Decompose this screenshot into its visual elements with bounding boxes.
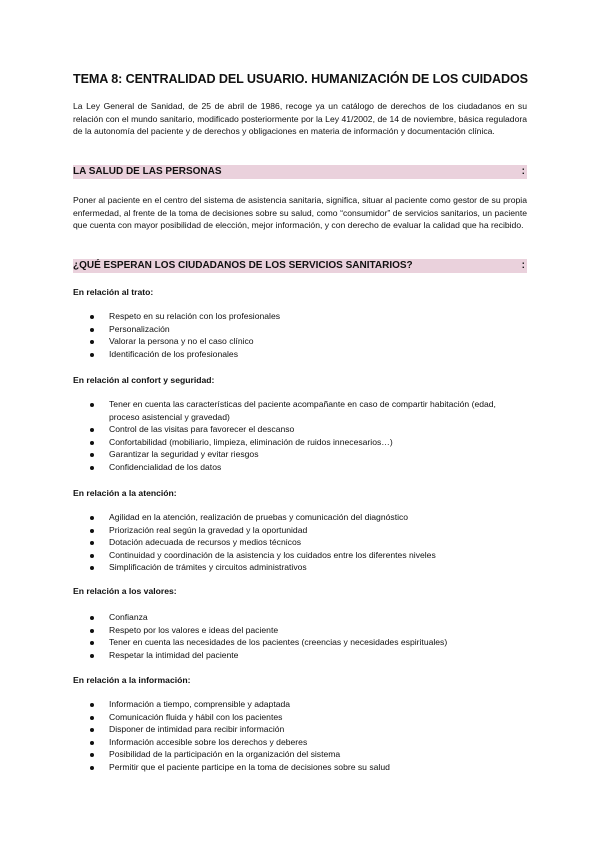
bullet-icon (90, 716, 94, 720)
list-item-text: Respetar la intimidad del paciente (109, 649, 239, 660)
bullet-icon (90, 340, 94, 344)
list-item (73, 423, 527, 436)
list-item (73, 536, 527, 549)
bullet-list (73, 511, 527, 574)
list-item-text: Respeto en su relación con los profesionales (109, 311, 281, 321)
bullet-list (73, 310, 527, 360)
section-banner-salud (73, 165, 527, 179)
page-title: TEMA 8: CENTRALIDAD DEL USUARIO. HUMANIZACIÓN DE LOS CUIDADOS (73, 72, 528, 86)
bullet-icon (90, 654, 94, 658)
banner-label: LA SALUD DE LAS PERSONAS (73, 166, 222, 177)
list-item (73, 348, 527, 361)
list-item (73, 723, 527, 736)
bullet-icon (90, 753, 94, 757)
list-item (73, 335, 527, 348)
list-item-text: Comunicación fluida y hábil con los pacientes (109, 711, 283, 722)
list-item (73, 436, 527, 449)
subsection-heading: En relación a los valores: (73, 586, 177, 596)
list-item-text: Tener en cuenta las características del paciente acompañante en caso de compartir habitación (edad, proceso asistencial y gravedad) (109, 399, 496, 422)
list-item-text: Confortabilidad (mobiliario, limpieza, eliminación de ruidos innecesarios…) (109, 436, 393, 447)
list-item-text: Dotación adecuada de recursos y medios técnicos (109, 537, 302, 548)
list-item (73, 711, 527, 724)
bullet-list (73, 611, 527, 661)
list-item (73, 461, 527, 474)
list-item (73, 748, 527, 761)
bullet-icon (90, 629, 94, 633)
bullet-icon (90, 315, 94, 319)
list-item-text: Valorar la persona y no el caso clínico (109, 336, 254, 347)
salud-paragraph: Poner al paciente en el centro del sistema de asistencia sanitaria, significa, situar al paciente como gestor de su propia enfermedad, al frente de la toma de decisiones sobre su salud, como “consumidor” de servicios sanitarios, un paciente que cuenta con mayor posibilidad de elección, mejor información, y con derecho de evaluar la calidad que ha recibido. (73, 195, 527, 230)
section-banner-expectativas (73, 259, 527, 273)
list-item-text: Agilidad en la atención, realización de pruebas y comunicación del diagnóstico (109, 512, 409, 522)
subsection-heading: En relación al confort y seguridad: (73, 375, 215, 385)
list-item-text: Garantizar la seguridad y evitar riesgos (109, 449, 259, 460)
bullet-icon (90, 453, 94, 457)
bullet-icon (90, 616, 94, 620)
list-item-text: Confianza (109, 612, 148, 622)
banner-suffix: : (521, 166, 525, 177)
bullet-icon (90, 441, 94, 445)
list-item-text: Disponer de intimidad para recibir información (109, 724, 285, 735)
bullet-icon (90, 566, 94, 570)
list-item-text: Información accesible sobre los derechos y deberes (109, 736, 308, 747)
list-item (73, 398, 527, 423)
bullet-icon (90, 766, 94, 770)
list-item (73, 524, 527, 537)
list-item (73, 549, 527, 562)
subsection-heading: En relación al trato: (73, 287, 154, 297)
bullet-icon (90, 428, 94, 432)
list-item-text: Tener en cuenta las necesidades de los pacientes (creencias y necesidades espirituales) (109, 637, 448, 648)
intro-paragraph: La Ley General de Sanidad, de 25 de abril de 1986, recoge ya un catálogo de derechos de los ciudadanos en su relación con el mundo sanitario, modificado posteriormente por la Ley 41/2002, de 14 de noviembre, básica reguladora de la autonomía del paciente y de derechos y obligaciones en materia de información y documentación clínica. (73, 101, 527, 136)
list-item-text: Priorización real según la gravedad y la oportunidad (109, 524, 308, 535)
subsection-heading: En relación a la atención: (73, 488, 177, 498)
list-item-text: Confidencialidad de los datos (109, 461, 222, 472)
list-item (73, 310, 527, 323)
list-item (73, 624, 527, 637)
banner-label: ¿QUÉ ESPERAN LOS CIUDADANOS DE LOS SERVICIOS SANITARIOS? (73, 260, 413, 271)
list-item-text: Permitir que el paciente participe en la toma de decisiones sobre su salud (109, 761, 390, 772)
list-item (73, 561, 527, 574)
banner-suffix: : (521, 260, 525, 271)
bullet-list (73, 698, 527, 774)
list-item (73, 698, 527, 711)
bullet-icon (90, 641, 94, 645)
bullet-icon (90, 466, 94, 470)
list-item (73, 611, 527, 624)
list-item (73, 736, 527, 749)
bullet-icon (90, 703, 94, 707)
bullet-icon (90, 728, 94, 732)
bullet-icon (90, 741, 94, 745)
list-item (73, 761, 527, 774)
subsection-heading: En relación a la información: (73, 675, 191, 685)
list-item (73, 323, 527, 336)
list-item (73, 636, 527, 649)
list-item (73, 649, 527, 662)
bullet-icon (90, 328, 94, 332)
bullet-icon (90, 403, 94, 407)
bullet-icon (90, 554, 94, 558)
list-item-text: Posibilidad de la participación en la organización del sistema (109, 749, 341, 760)
list-item-text: Respeto por los valores e ideas del paciente (109, 624, 279, 635)
list-item-text: Personalización (109, 323, 170, 334)
list-item (73, 511, 527, 524)
list-item-text: Control de las visitas para favorecer el descanso (109, 424, 295, 435)
list-item-text: Identificación de los profesionales (109, 348, 238, 359)
list-item-text: Continuidad y coordinación de la asistencia y los cuidados entre los diferentes niveles (109, 549, 436, 560)
bullet-icon (90, 529, 94, 533)
list-item-text: Simplificación de trámites y circuitos administrativos (109, 562, 307, 573)
bullet-icon (90, 353, 94, 357)
list-item-text: Información a tiempo, comprensible y adaptada (109, 699, 291, 709)
bullet-list (73, 398, 527, 474)
list-item (73, 448, 527, 461)
bullet-icon (90, 541, 94, 545)
bullet-icon (90, 516, 94, 520)
